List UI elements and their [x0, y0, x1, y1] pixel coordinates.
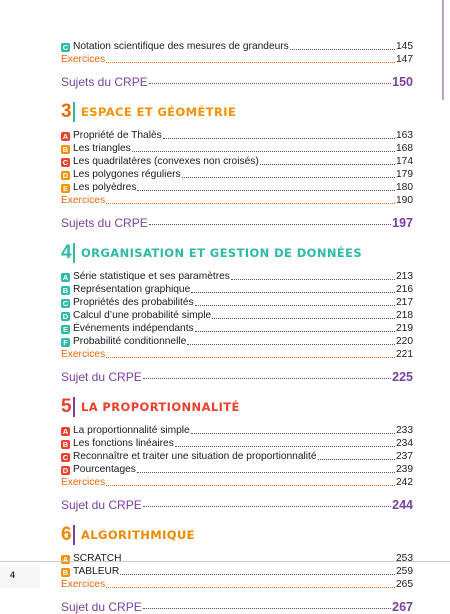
- toc-entry[interactable]: [61, 322, 413, 335]
- sujets-label: Sujets du CRPE: [61, 216, 148, 230]
- table-of-contents: [61, 40, 413, 613]
- entry-page: 180: [396, 182, 413, 193]
- dot-leader: [132, 151, 395, 152]
- entry-label: La proportionnalité simple: [73, 425, 190, 436]
- entry-page: 234: [396, 438, 413, 449]
- entry-label: Propriétés des probabilités: [73, 297, 194, 308]
- chapter-heading[interactable]: [61, 102, 413, 122]
- entry-page: 218: [396, 310, 413, 321]
- dot-leader: [163, 138, 395, 139]
- entry-label: Les quadrilatères (convexes non croisés): [73, 156, 259, 167]
- entry-label: Les polyèdres: [73, 182, 137, 193]
- chapter-bar: [73, 525, 75, 545]
- sujets-page: 150: [392, 75, 413, 89]
- exercices-label: Exercices: [61, 54, 106, 65]
- footer-rule: [0, 561, 450, 562]
- toc-entry[interactable]: [61, 565, 413, 578]
- section-badge: F: [61, 338, 70, 347]
- section-badge: A: [62, 427, 69, 436]
- section-badge: B: [62, 145, 69, 154]
- entry-page: 219: [396, 323, 413, 334]
- exercices-entry[interactable]: [61, 476, 413, 489]
- dot-leader: [106, 357, 395, 358]
- sujets-entry[interactable]: [61, 493, 413, 511]
- entry-label: Calcul d’une probabilité simple: [73, 310, 212, 321]
- section-badge: C: [62, 299, 69, 308]
- sujets-label: Sujet du CRPE: [61, 498, 142, 512]
- toc-entry[interactable]: [61, 437, 413, 450]
- entry-label: Notation scientifique des mesures de grandeurs: [73, 41, 289, 52]
- sujets-entry[interactable]: [61, 211, 413, 229]
- entry-page: 239: [396, 464, 413, 475]
- sujets-page: 244: [392, 498, 413, 512]
- toc-entry[interactable]: [61, 181, 413, 194]
- entry-label: Événements indépendants: [73, 323, 194, 334]
- entry-page: 145: [396, 41, 413, 52]
- toc-entry[interactable]: [61, 450, 413, 463]
- toc-entry[interactable]: [61, 142, 413, 155]
- entry-label: Pourcentages: [73, 464, 136, 475]
- chapter-title: LA PROPORTIONNALITÉ: [81, 400, 240, 414]
- entry-page: 220: [396, 336, 413, 347]
- toc-entry[interactable]: [61, 129, 413, 142]
- dot-leader: [106, 485, 395, 486]
- dot-leader: [318, 459, 395, 460]
- sujets-entry[interactable]: [61, 365, 413, 383]
- entry-label: Représentation graphique: [73, 284, 191, 295]
- chapter-number: 4: [61, 242, 72, 263]
- section-badge: A: [62, 132, 69, 141]
- sujets-label: Sujet du CRPE: [61, 600, 142, 614]
- toc-entry[interactable]: [61, 296, 413, 309]
- dot-leader: [290, 49, 395, 50]
- exercices-page: 190: [396, 195, 413, 206]
- dot-leader: [231, 279, 395, 280]
- dot-leader: [175, 446, 395, 447]
- dot-leader: [137, 472, 395, 473]
- entry-page: 233: [396, 425, 413, 436]
- exercices-entry[interactable]: [61, 194, 413, 207]
- dot-leader: [120, 574, 395, 575]
- chapter-number: 6: [61, 524, 72, 545]
- toc-entry[interactable]: [61, 552, 413, 565]
- entry-page: 237: [396, 451, 413, 462]
- toc-entry[interactable]: [61, 40, 413, 53]
- toc-entry[interactable]: [61, 270, 413, 283]
- dot-leader: [212, 318, 395, 319]
- toc-entry[interactable]: [61, 168, 413, 181]
- section-badge: C: [62, 43, 69, 52]
- section-badge: B: [62, 568, 69, 577]
- entry-page: 217: [396, 297, 413, 308]
- entry-page: 253: [396, 553, 413, 564]
- dot-leader: [260, 164, 395, 165]
- exercices-page: 242: [396, 477, 413, 488]
- entry-page: 216: [396, 284, 413, 295]
- exercices-label: Exercices: [61, 477, 106, 488]
- exercices-entry[interactable]: [61, 53, 413, 66]
- exercices-page: 221: [396, 349, 413, 360]
- entry-page: 259: [396, 566, 413, 577]
- section-badge: E: [62, 184, 68, 193]
- entry-label: Les polygones réguliers: [73, 169, 181, 180]
- entry-label: TABLEUR: [73, 566, 120, 577]
- dot-leader: [149, 224, 391, 225]
- entry-page: 213: [396, 271, 413, 282]
- chapter-bar: [73, 243, 75, 263]
- section-badge: B: [62, 440, 69, 449]
- chapter-title: ALGORITHMIQUE: [81, 528, 195, 542]
- toc-entry[interactable]: [61, 335, 413, 348]
- toc-entry[interactable]: [61, 309, 413, 322]
- chapter-number: 3: [61, 101, 72, 122]
- sujets-page: 197: [392, 216, 413, 230]
- section-badge: D: [62, 312, 69, 321]
- toc-entry[interactable]: [61, 155, 413, 168]
- dot-leader: [149, 83, 391, 84]
- sujets-entry[interactable]: [61, 595, 413, 613]
- chapter-heading[interactable]: [61, 525, 413, 545]
- section-badge: D: [62, 171, 69, 180]
- entry-label: Reconnaître et traiter une situation de proportionnalité: [73, 451, 317, 462]
- dot-leader: [143, 608, 391, 609]
- entry-label: Probabilité conditionnelle: [73, 336, 187, 347]
- dot-leader: [143, 506, 391, 507]
- chapter-heading[interactable]: [61, 397, 413, 417]
- entry-page: 174: [396, 156, 413, 167]
- entry-label: Série statistique et ses paramètres: [73, 271, 230, 282]
- dot-leader: [187, 344, 395, 345]
- page-number-tab: [0, 566, 40, 588]
- sujets-page: 225: [392, 370, 413, 384]
- exercices-label: Exercices: [61, 579, 106, 590]
- exercices-label: Exercices: [61, 195, 106, 206]
- chapter-bar: [73, 102, 75, 122]
- sujets-label: Sujets du CRPE: [61, 75, 148, 89]
- entry-page: 168: [396, 143, 413, 154]
- section-badge: C: [62, 453, 69, 462]
- sujets-page: 267: [392, 600, 413, 614]
- chapter-title: ESPACE ET GÉOMÉTRIE: [81, 105, 237, 119]
- section-badge: D: [62, 466, 69, 475]
- entry-page: 163: [396, 130, 413, 141]
- dot-leader: [195, 305, 395, 306]
- sujets-label: Sujet du CRPE: [61, 370, 142, 384]
- section-badge: E: [62, 325, 68, 334]
- dot-leader: [106, 203, 395, 204]
- dot-leader: [137, 190, 395, 191]
- chapter-bar: [73, 397, 75, 417]
- entry-page: 179: [396, 169, 413, 180]
- dot-leader: [191, 433, 395, 434]
- page-number: 4: [10, 570, 16, 580]
- entry-label: Propriété de Thalès: [73, 130, 162, 141]
- entry-label: Les fonctions linéaires: [73, 438, 174, 449]
- exercices-label: Exercices: [61, 349, 106, 360]
- section-badge: C: [62, 158, 69, 167]
- entry-label: Les triangles: [73, 143, 131, 154]
- dot-leader: [191, 292, 395, 293]
- dot-leader: [106, 587, 395, 588]
- dot-leader: [106, 62, 395, 63]
- toc-entry[interactable]: [61, 463, 413, 476]
- entry-label: SCRATCH: [73, 553, 122, 564]
- exercices-page: 147: [396, 54, 413, 65]
- toc-entry[interactable]: [61, 424, 413, 437]
- dot-leader: [182, 177, 395, 178]
- side-accent-line: [442, 0, 444, 100]
- exercices-page: 265: [396, 579, 413, 590]
- sujets-entry[interactable]: [61, 70, 413, 88]
- dot-leader: [143, 378, 391, 379]
- dot-leader: [195, 331, 395, 332]
- chapter-heading[interactable]: [61, 243, 413, 263]
- exercices-entry[interactable]: [61, 578, 413, 591]
- exercices-entry[interactable]: [61, 348, 413, 361]
- section-badge: A: [62, 273, 69, 282]
- chapter-title: ORGANISATION ET GESTION DE DONNÉES: [81, 246, 363, 260]
- toc-entry[interactable]: [61, 283, 413, 296]
- section-badge: A: [62, 555, 69, 564]
- section-badge: B: [62, 286, 69, 295]
- chapter-number: 5: [61, 396, 72, 417]
